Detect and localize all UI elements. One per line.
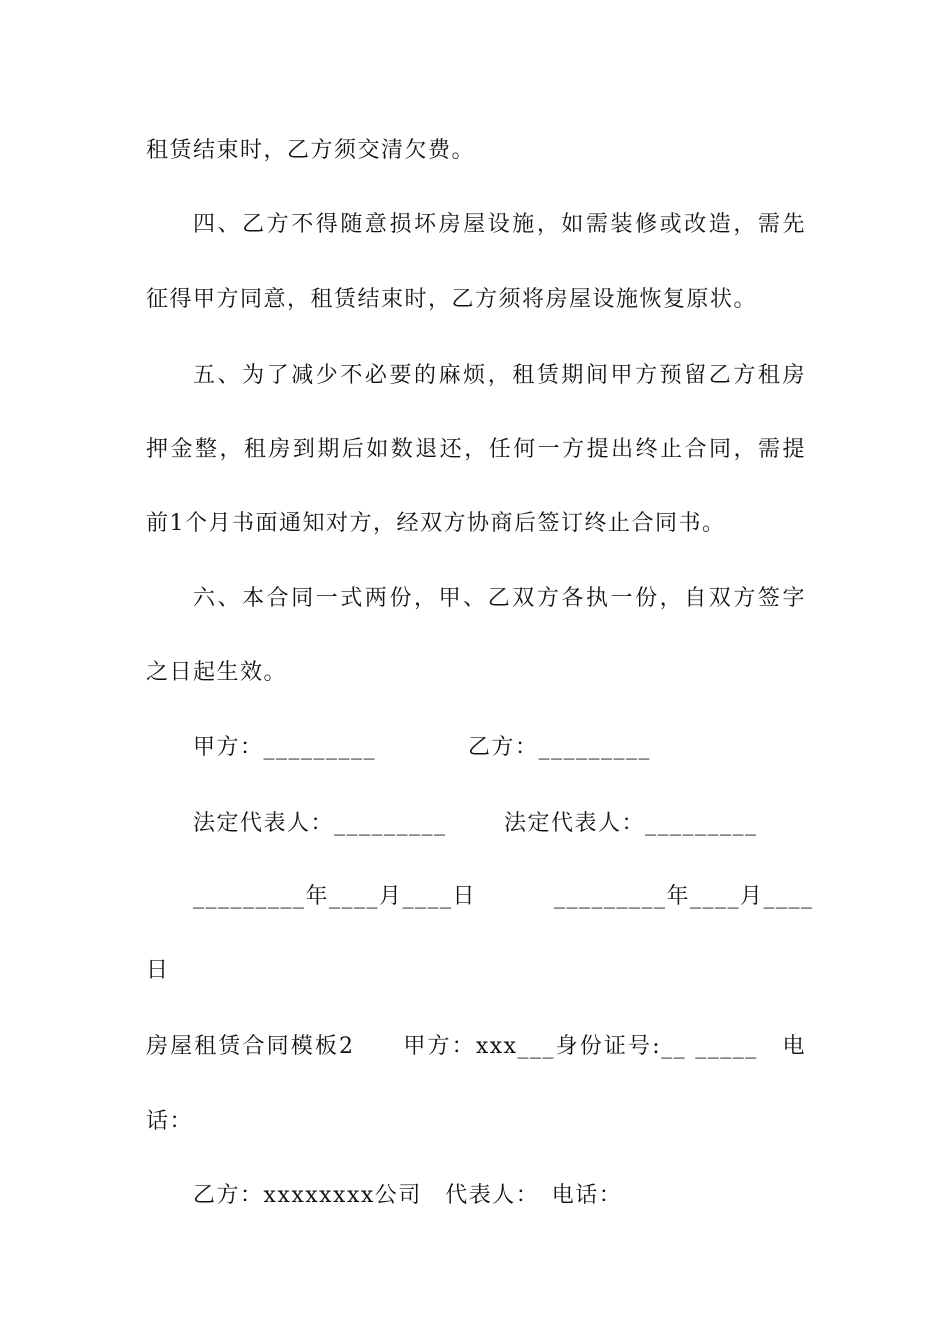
- clause-4-line-2: 征得甲方同意，租赁结束时，乙方须将房屋设施恢复原状。: [146, 287, 758, 312]
- contract-2-party-b-line: 乙方：xxxxxxxx公司 代表人： 电话：: [193, 1183, 623, 1208]
- signature-date-row: [146, 877, 814, 917]
- clause-5-line-3: 前1个月书面通知对方，经双方协商后签订终止合同书。: [146, 511, 726, 536]
- contract-2-title-line: 房屋租赁合同模板2 甲方：xxx___身份证号:__ _____ 电: [146, 1034, 806, 1059]
- contract-2-phone-line: 话：: [146, 1109, 194, 1134]
- clause-4-line-1: 四、乙方不得随意损坏房屋设施，如需装修或改造，需先: [193, 212, 806, 237]
- date-a: _________年____月____日: [193, 884, 477, 909]
- clause-5-line-2: 押金整，租房到期后如数退还，任何一方提出终止合同，需提: [146, 437, 806, 462]
- clause-5-line-1: 五、为了减少不必要的麻烦，租赁期间甲方预留乙方租房: [193, 363, 806, 388]
- party-b-signature: 乙方：_________: [468, 735, 652, 760]
- rep-a-signature: 法定代表人：_________: [193, 811, 447, 836]
- clause-6-line-2: 之日起生效。: [146, 660, 288, 685]
- date-b-day: 日: [146, 958, 170, 983]
- clause-6-line-1: 六、本合同一式两份，甲、乙双方各执一份，自双方签字: [193, 586, 806, 611]
- party-a-signature: 甲方：_________: [193, 735, 377, 760]
- paragraph-line: 租赁结束时，乙方须交清欠费。: [146, 138, 476, 163]
- signature-party-row: [146, 728, 806, 768]
- date-b: _________年____月____: [554, 884, 814, 909]
- rep-b-signature: 法定代表人：_________: [504, 811, 758, 836]
- signature-rep-row: [146, 804, 806, 844]
